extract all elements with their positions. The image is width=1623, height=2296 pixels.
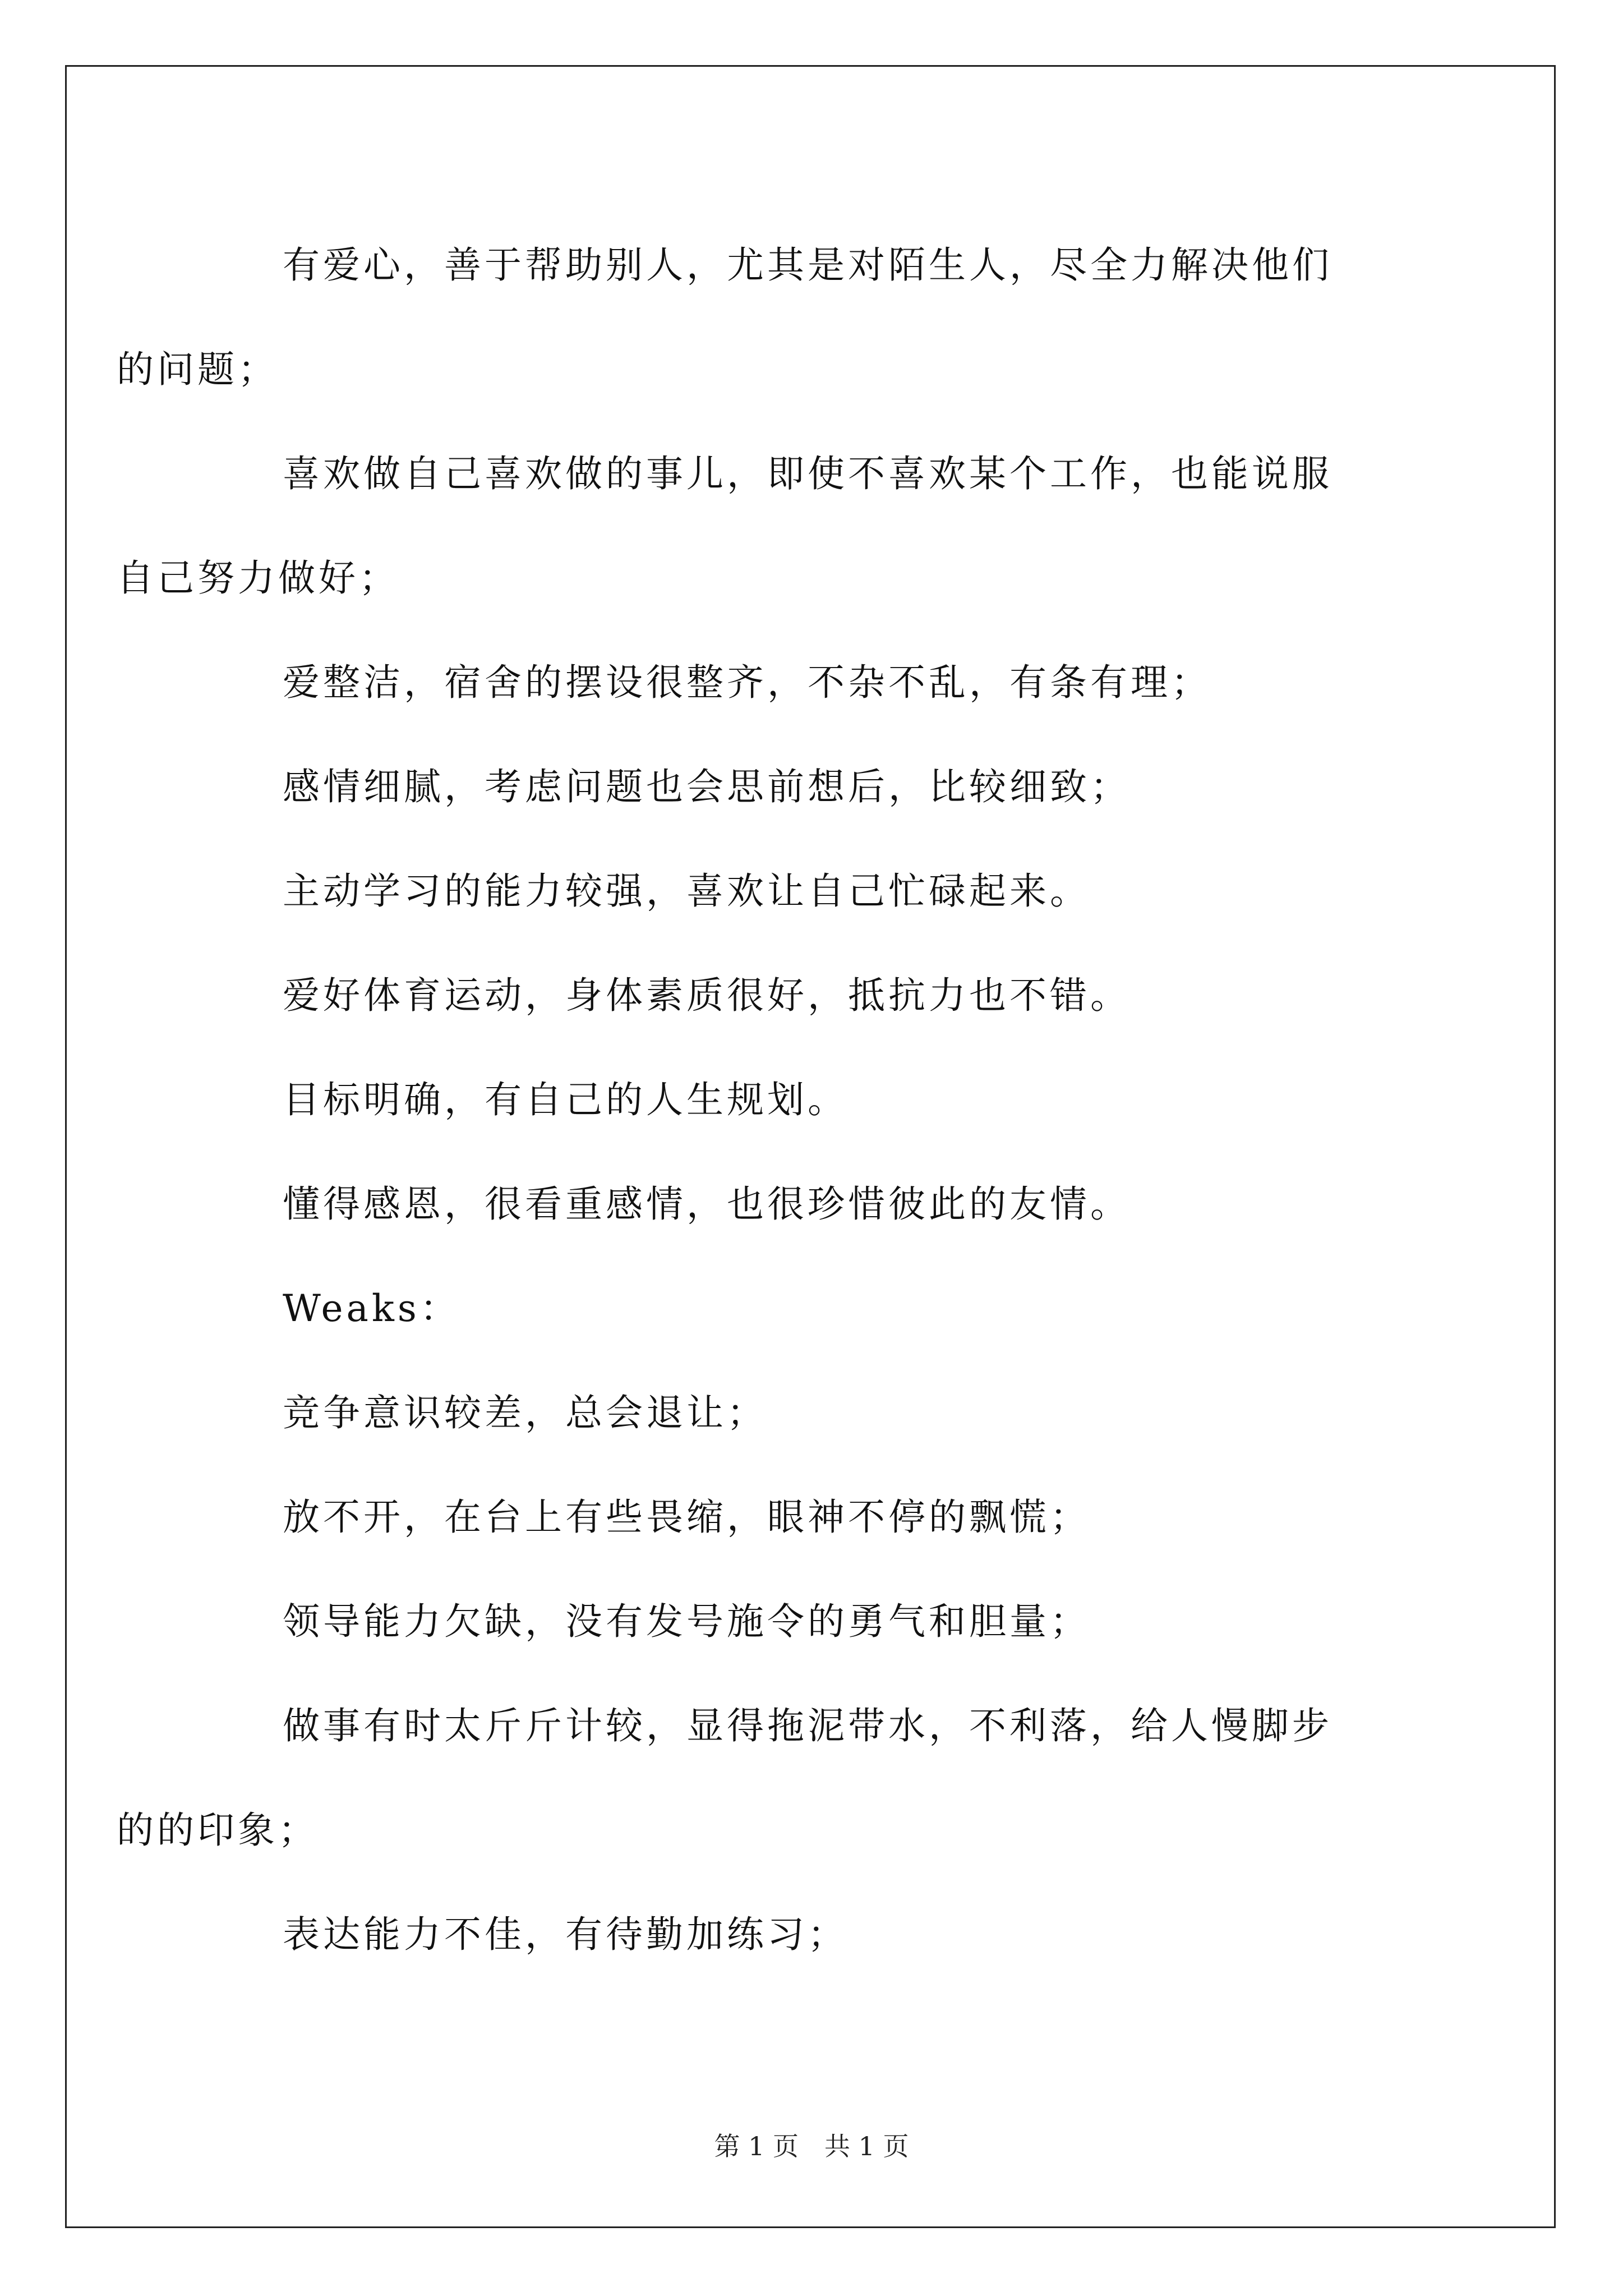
paragraph-13: 做事有时太斤斤计较，显得拖泥带水，不利落，给人慢脚步的的印象； — [117, 1704, 1332, 1852]
paragraph-14: 表达能力不佳，有待勤加练习； — [283, 1913, 848, 1956]
section-heading-weaks: Weaks： — [283, 1287, 460, 1330]
page-footer: 第 1 页 共 1 页 — [714, 2131, 909, 2161]
paragraph-3: 爱整洁，宿舍的摆设很整齐，不杂不乱，有条有理； — [283, 661, 1211, 704]
paragraph-10: 竞争意识较差，总会退让； — [283, 1391, 767, 1434]
paragraph-4: 感情细腻，考虑问题也会思前想后，比较细致； — [283, 765, 1131, 808]
paragraph-6: 爱好体育运动，身体素质很好，抵抗力也不错。 — [283, 974, 1131, 1017]
paragraph-11: 放不开，在台上有些畏缩，眼神不停的飘慌； — [283, 1496, 1090, 1539]
paragraph-7: 目标明确，有自己的人生规划。 — [283, 1078, 848, 1121]
paragraph-1: 有爱心，善于帮助别人，尤其是对陌生人，尽全力解决他们的问题； — [117, 243, 1332, 391]
paragraph-8: 懂得感恩，很看重感情，也很珍惜彼此的友情。 — [283, 1182, 1131, 1226]
paragraph-5: 主动学习的能力较强，喜欢让自己忙碌起来。 — [283, 869, 1090, 913]
paragraph-12: 领导能力欠缺，没有发号施令的勇气和胆量； — [283, 1600, 1090, 1643]
paragraph-2: 喜欢做自己喜欢做的事儿，即使不喜欢某个工作，也能说服自己努力做好； — [117, 452, 1332, 600]
document-body — [117, 213, 1433, 1987]
